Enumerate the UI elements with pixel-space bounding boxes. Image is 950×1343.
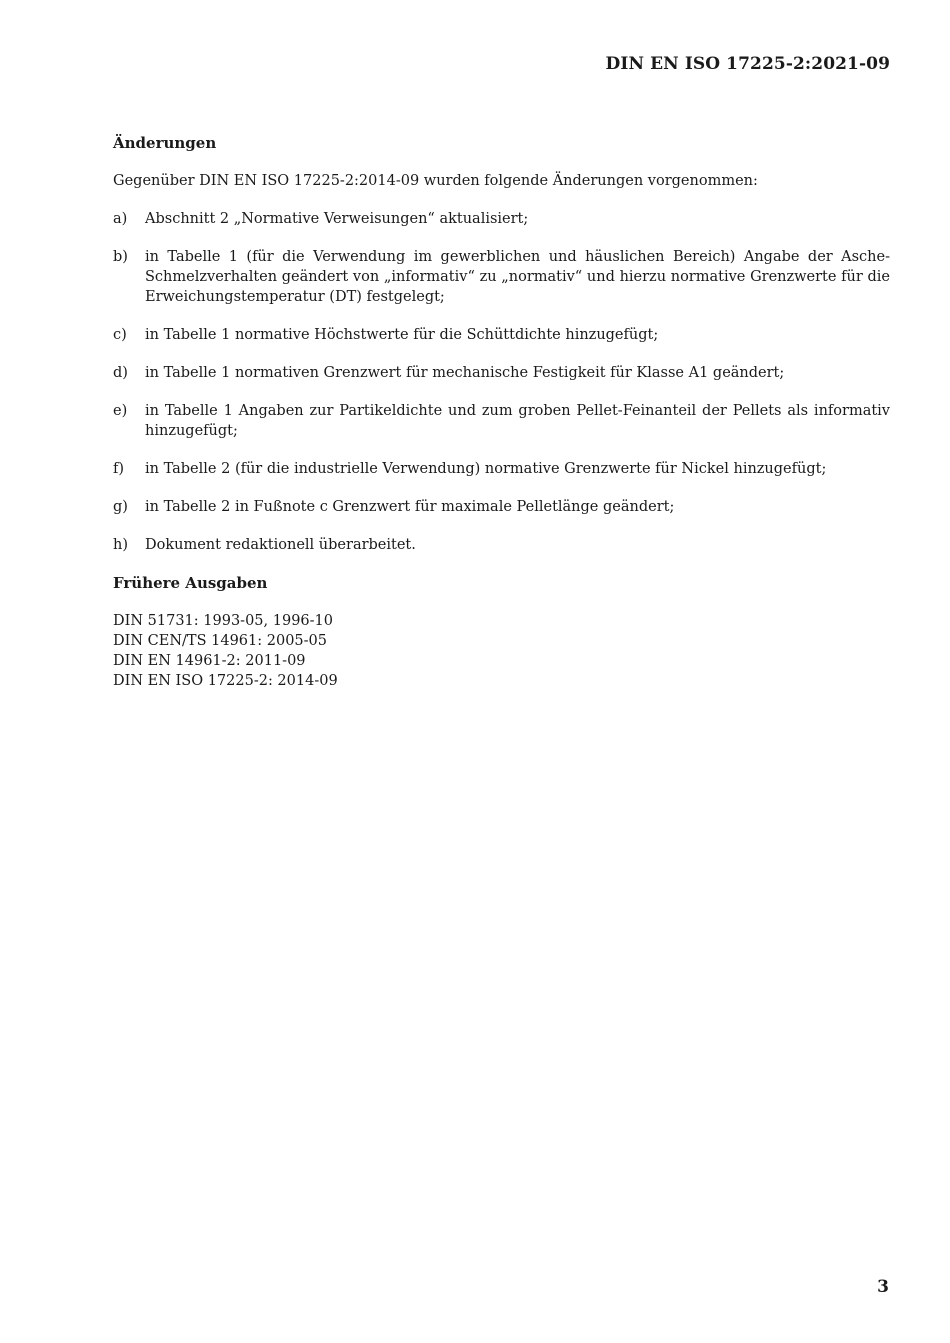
previous-edition-line: DIN CEN/TS 14961: 2005-05 bbox=[113, 633, 327, 649]
list-item bbox=[113, 401, 890, 441]
list-marker: c) bbox=[113, 327, 127, 343]
changes-list bbox=[113, 209, 890, 555]
list-marker: d) bbox=[113, 365, 128, 381]
list-item-text: in Tabelle 1 normativen Grenzwert für mechanische Festigkeit für Klasse A1 geändert; bbox=[145, 365, 785, 381]
list-marker: h) bbox=[113, 537, 128, 553]
list-item-text: in Tabelle 1 normative Höchstwerte für die Schüttdichte hinzugefügt; bbox=[145, 327, 659, 343]
previous-edition-line: DIN 51731: 1993-05, 1996-10 bbox=[113, 613, 333, 629]
list-marker: e) bbox=[113, 403, 128, 419]
page-content bbox=[113, 133, 890, 691]
list-item bbox=[113, 325, 890, 345]
list-marker: b) bbox=[113, 249, 128, 265]
list-marker: f) bbox=[113, 461, 125, 477]
list-item-text: in Tabelle 2 (für die industrielle Verwendung) normative Grenzwerte für Nickel hinzugefügt; bbox=[145, 461, 827, 477]
list-item-text: in Tabelle 1 Angaben zur Partikeldichte und zum groben Pellet-Feinanteil der Pellets als informativ hinzugefügt; bbox=[145, 403, 890, 439]
list-item bbox=[113, 459, 890, 479]
previous-editions-heading: Frühere Ausgaben bbox=[113, 574, 268, 592]
previous-edition-line: DIN EN 14961-2: 2011-09 bbox=[113, 653, 306, 669]
list-item bbox=[113, 363, 890, 383]
changes-intro: Gegenüber DIN EN ISO 17225-2:2014-09 wurden folgende Änderungen vorgenommen: bbox=[113, 173, 758, 189]
list-item bbox=[113, 535, 890, 555]
list-item-text: Abschnitt 2 „Normative Verweisungen“ aktualisiert; bbox=[145, 211, 529, 227]
previous-editions-list bbox=[113, 611, 890, 691]
changes-heading: Änderungen bbox=[113, 134, 217, 152]
page-number: 3 bbox=[877, 1277, 889, 1297]
list-item bbox=[113, 247, 890, 307]
previous-edition-line: DIN EN ISO 17225-2: 2014-09 bbox=[113, 673, 338, 689]
list-marker: g) bbox=[113, 499, 128, 515]
document-id: DIN EN ISO 17225-2:2021-09 bbox=[605, 54, 890, 74]
list-item bbox=[113, 497, 890, 517]
list-item-text: Dokument redaktionell überarbeitet. bbox=[145, 537, 416, 553]
list-marker: a) bbox=[113, 211, 128, 227]
list-item-text: in Tabelle 1 (für die Verwendung im gewerblichen und häuslichen Bereich) Angabe der Asche-Schmelzverhalten geändert von „informativ“ zu „normativ“ und hierzu normative Grenzwerte für die Erweichungstemperatur (DT) festgelegt; bbox=[145, 249, 890, 305]
list-item-text: in Tabelle 2 in Fußnote c Grenzwert für maximale Pelletlänge geändert; bbox=[145, 499, 675, 515]
list-item bbox=[113, 209, 890, 229]
